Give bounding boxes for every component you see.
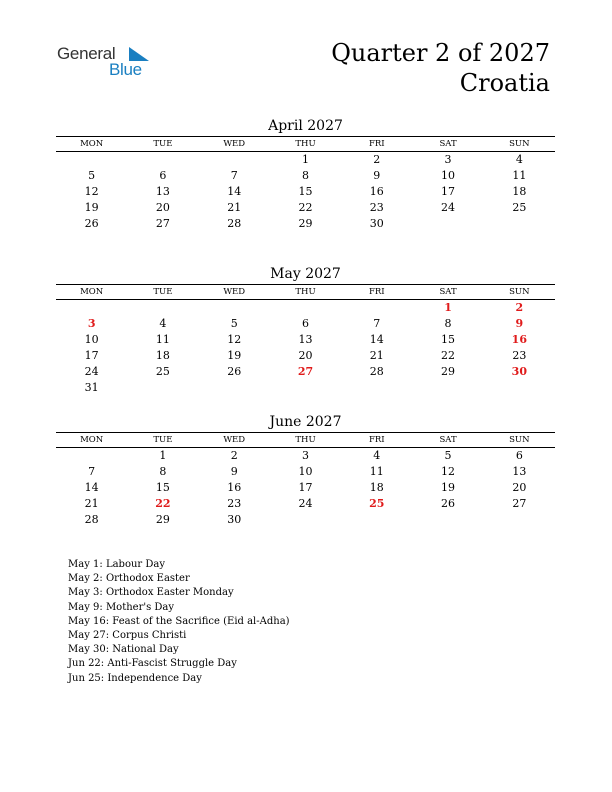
weekday-label: FRI [368,139,385,149]
day-cell: 30 [227,513,242,526]
weekday-label: WED [223,435,246,445]
day-cell [412,512,483,528]
weekday-header [56,432,555,448]
day-cell: 8 [159,465,167,478]
day-cell: 21 [84,497,99,510]
day-cell: 20 [298,349,313,362]
week-row [56,464,555,480]
weekday-label: TUE [153,139,173,149]
holiday-note: May 3: Orthodox Easter Monday [68,587,234,599]
day-cell: 13 [155,185,170,198]
holiday-notes [68,558,290,686]
day-cell: 3 [87,317,96,330]
day-cell: 5 [230,317,238,330]
day-cell: 16 [511,333,527,346]
day-cell: 27 [512,497,527,510]
week-row [56,300,555,316]
day-cell [127,152,198,168]
day-cell [270,512,341,528]
day-cell: 28 [84,513,99,526]
day-cell: 13 [512,465,527,478]
week-row [56,512,555,528]
weekday-label: SAT [439,139,457,149]
day-cell [412,380,483,396]
day-cell: 25 [369,497,385,510]
day-cell: 5 [444,449,452,462]
day-cell: 9 [230,465,238,478]
day-cell: 12 [441,465,456,478]
day-cell: 8 [444,317,452,330]
day-cell: 28 [369,365,384,378]
day-cell: 31 [84,381,99,394]
day-cell: 17 [441,185,456,198]
month-calendar [56,412,555,528]
day-cell: 17 [298,481,313,494]
weekday-label: MON [80,435,104,445]
day-cell [270,380,341,396]
day-cell [56,448,127,464]
holiday-note: Jun 22: Anti-Fascist Struggle Day [68,658,237,670]
day-cell: 23 [512,349,527,362]
month-title: April 2027 [268,118,343,134]
day-cell [270,300,341,316]
weekday-label: SUN [509,287,530,297]
holiday-note: May 30: National Day [68,644,179,656]
day-cell: 26 [84,217,99,230]
day-cell: 28 [227,217,242,230]
day-cell: 10 [441,169,456,182]
week-row [56,168,555,184]
week-row [56,316,555,332]
weekday-label: FRI [368,435,385,445]
day-cell [412,216,483,232]
day-cell: 2 [230,449,238,462]
week-row [56,152,555,168]
day-cell: 4 [515,153,523,166]
day-cell: 15 [298,185,313,198]
title-country: Croatia [459,69,550,97]
week-row [56,496,555,512]
logo-triangle-icon [129,47,149,61]
day-cell: 24 [84,365,99,378]
day-cell: 19 [227,349,242,362]
day-cell: 6 [159,169,167,182]
day-cell: 14 [369,333,384,346]
weekday-label: SUN [509,139,530,149]
week-row [56,184,555,200]
week-row [56,200,555,216]
weekday-label: WED [223,287,246,297]
day-cell: 12 [227,333,242,346]
day-cell: 26 [441,497,456,510]
generalblue-logo [57,44,157,80]
week-row [56,216,555,232]
page-title [331,38,550,98]
day-cell: 15 [155,481,170,494]
day-cell: 6 [515,449,523,462]
day-cell [127,300,198,316]
day-cell: 2 [373,153,381,166]
day-cell: 30 [511,365,527,378]
day-cell: 29 [155,513,170,526]
weekday-label: TUE [153,287,173,297]
day-cell: 22 [155,497,171,510]
day-cell: 16 [369,185,384,198]
day-cell: 21 [369,349,384,362]
day-cell: 18 [369,481,384,494]
day-cell: 11 [369,465,384,478]
day-cell [341,300,412,316]
day-cell: 10 [298,465,313,478]
day-cell: 26 [227,365,242,378]
day-cell: 9 [515,317,524,330]
weekday-label: THU [295,287,316,297]
day-cell: 7 [373,317,381,330]
day-cell: 18 [155,349,170,362]
title-quarter: Quarter 2 of 2027 [331,39,550,67]
weekday-label: SUN [509,435,530,445]
day-cell: 4 [159,317,167,330]
day-cell: 16 [227,481,242,494]
day-cell: 19 [441,481,456,494]
month-title: June 2027 [269,414,342,430]
day-cell [484,380,555,396]
day-cell: 20 [155,201,170,214]
weekday-header [56,284,555,300]
day-cell: 29 [441,365,456,378]
logo-text-blue: Blue [109,60,142,79]
week-row [56,348,555,364]
day-cell: 14 [84,481,99,494]
holiday-note: May 2: Orthodox Easter [68,573,190,585]
week-row [56,480,555,496]
day-cell: 20 [512,481,527,494]
day-cell [484,216,555,232]
holiday-note: May 27: Corpus Christi [68,630,187,642]
day-cell: 1 [444,301,452,314]
day-cell [56,300,127,316]
logo-text-general: General [57,44,116,63]
weekday-header [56,136,555,152]
day-cell: 24 [441,201,456,214]
day-cell: 3 [301,449,309,462]
weekday-label: THU [295,139,316,149]
weekday-label: SAT [439,435,457,445]
holiday-note: Jun 25: Independence Day [68,672,202,684]
weekday-label: THU [295,435,316,445]
day-cell: 27 [155,217,170,230]
day-cell [484,512,555,528]
holiday-note: May 9: Mother's Day [68,601,175,613]
holiday-note: May 1: Labour Day [68,559,165,570]
day-cell: 23 [369,201,384,214]
day-cell: 6 [301,317,309,330]
day-cell: 27 [297,365,314,378]
day-cell: 7 [88,465,96,478]
weekday-label: SAT [439,287,457,297]
day-cell: 13 [298,333,313,346]
day-cell: 18 [512,185,527,198]
day-cell: 9 [373,169,381,182]
day-cell: 24 [298,497,313,510]
day-cell: 8 [301,169,309,182]
weekday-label: WED [223,139,246,149]
day-cell: 21 [227,201,242,214]
day-cell [199,300,270,316]
day-cell: 25 [155,365,170,378]
month-calendar [56,264,555,396]
day-cell: 2 [515,301,524,314]
day-cell: 15 [441,333,456,346]
weekday-label: TUE [153,435,173,445]
day-cell: 22 [298,201,313,214]
day-cell [199,380,270,396]
week-row [56,364,555,380]
month-calendar [56,116,555,232]
weekday-label: MON [80,139,104,149]
day-cell: 30 [369,217,384,230]
day-cell: 3 [444,153,452,166]
day-cell: 17 [84,349,99,362]
day-cell: 12 [84,185,99,198]
day-cell: 1 [301,153,309,166]
day-cell [341,512,412,528]
day-cell: 23 [227,497,242,510]
week-row [56,380,555,396]
day-cell [127,380,198,396]
day-cell: 5 [88,169,96,182]
day-cell: 25 [512,201,527,214]
day-cell: 29 [298,217,313,230]
weekday-label: MON [80,287,104,297]
month-title: May 2027 [270,266,341,282]
week-row [56,448,555,464]
day-cell: 22 [441,349,456,362]
day-cell: 11 [512,169,527,182]
weekday-label: FRI [368,287,385,297]
day-cell: 7 [230,169,238,182]
day-cell [341,380,412,396]
day-cell: 19 [84,201,99,214]
week-row [56,332,555,348]
day-cell [56,152,127,168]
day-cell: 11 [155,333,170,346]
day-cell: 14 [227,185,242,198]
day-cell: 4 [373,449,381,462]
day-cell: 10 [84,333,99,346]
holiday-note: May 16: Feast of the Sacrifice (Eid al-Adha) [68,615,290,627]
day-cell: 1 [159,449,167,462]
day-cell [199,152,270,168]
